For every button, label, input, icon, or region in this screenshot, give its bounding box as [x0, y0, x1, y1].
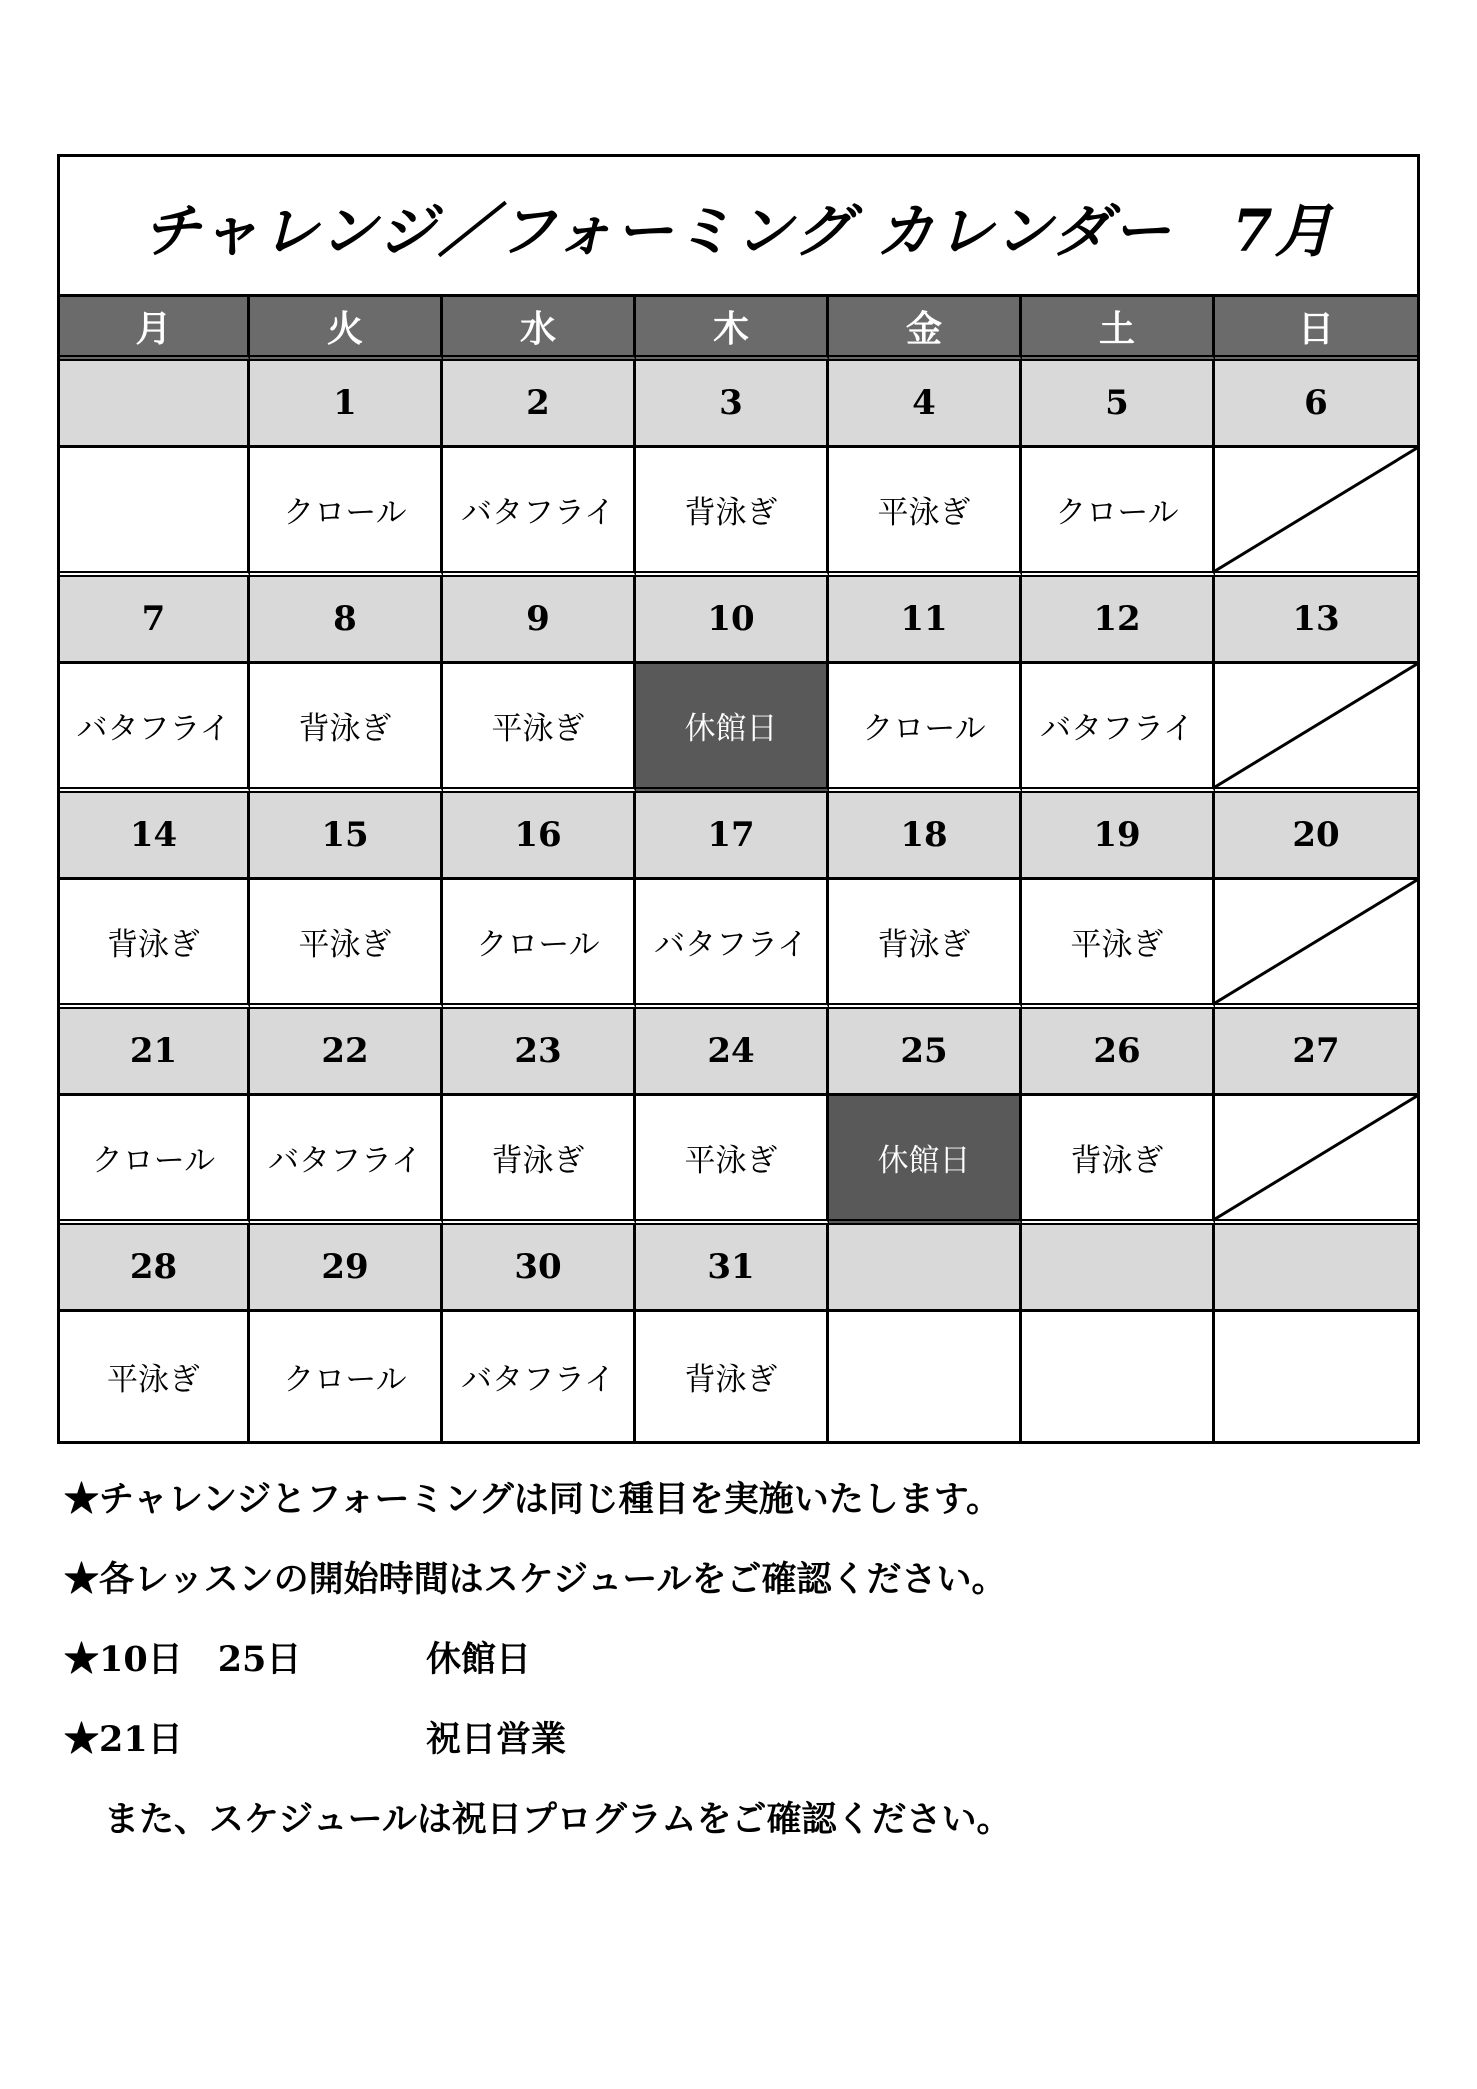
event-cell: 平泳ぎ: [250, 880, 443, 1009]
date-cell: 27: [1215, 1009, 1417, 1096]
event-cell: 背泳ぎ: [1022, 1096, 1215, 1225]
event-cell: バタフライ: [443, 1312, 636, 1441]
date-cell: 25: [829, 1009, 1022, 1096]
weekday-header-row: [60, 297, 1417, 361]
date-cell: 31: [636, 1225, 829, 1312]
date-cell: 12: [1022, 577, 1215, 664]
date-cell: 14: [60, 793, 250, 880]
date-cell: 21: [60, 1009, 250, 1096]
event-cell: クロール: [443, 880, 636, 1009]
event-cell: クロール: [250, 448, 443, 577]
title-month: 7月: [1232, 196, 1335, 265]
date-cell: 26: [1022, 1009, 1215, 1096]
week-1: [60, 361, 1417, 577]
event-cell: [1215, 1312, 1417, 1441]
date-cell: 22: [250, 1009, 443, 1096]
date-cell: 30: [443, 1225, 636, 1312]
date-cell: 13: [1215, 577, 1417, 664]
date-cell: 8: [250, 577, 443, 664]
date-cell: 17: [636, 793, 829, 880]
date-cell: [1022, 1225, 1215, 1312]
event-cell: [1022, 1312, 1215, 1441]
date-cell: 15: [250, 793, 443, 880]
diagonal-slash-icon: [1215, 1096, 1417, 1219]
event-cell: 平泳ぎ: [1022, 880, 1215, 1009]
diagonal-slash-icon: [1215, 448, 1417, 571]
closed-days-label: 休館日: [426, 1639, 532, 1680]
event-cell: バタフライ: [250, 1096, 443, 1225]
event-cell: 平泳ぎ: [829, 448, 1022, 577]
event-cell: クロール: [1022, 448, 1215, 577]
week-4: [60, 1009, 1417, 1225]
event-cell: 背泳ぎ: [443, 1096, 636, 1225]
date-cell: 1: [250, 361, 443, 448]
event-cell: 平泳ぎ: [636, 1096, 829, 1225]
event-cell: 背泳ぎ: [636, 1312, 829, 1441]
calendar: [57, 154, 1420, 1444]
date-cell: 2: [443, 361, 636, 448]
event-cell: バタフライ: [636, 880, 829, 1009]
date-cell: [1215, 1225, 1417, 1312]
date-cell: 20: [1215, 793, 1417, 880]
note-closed-days: [64, 1635, 1012, 1715]
event-cell: 平泳ぎ: [443, 664, 636, 793]
closed-day-cell: 休館日: [636, 664, 829, 793]
date-cell: 5: [1022, 361, 1215, 448]
note-holiday-open: [64, 1715, 1012, 1795]
closed-days-dates: ★10日 25日: [64, 1639, 302, 1680]
holiday-open-label: 祝日営業: [426, 1719, 567, 1760]
date-cell: 6: [1215, 361, 1417, 448]
note-holiday-program: また、スケジュールは祝日プログラムをご確認ください。: [104, 1799, 1012, 1840]
date-cell: 7: [60, 577, 250, 664]
event-cell: バタフライ: [1022, 664, 1215, 793]
event-cell: 背泳ぎ: [829, 880, 1022, 1009]
date-cell: 18: [829, 793, 1022, 880]
event-cell: クロール: [250, 1312, 443, 1441]
diagonal-slash-icon: [1215, 664, 1417, 787]
event-cell: [829, 1312, 1022, 1441]
weekday-tue: 火: [250, 297, 443, 361]
weekday-mon: 月: [60, 297, 250, 361]
date-cell: 4: [829, 361, 1022, 448]
closed-day-cell: 休館日: [829, 1096, 1022, 1225]
event-cell: バタフライ: [443, 448, 636, 577]
notes: [64, 1475, 1012, 1875]
no-event-slash-cell: [1215, 664, 1417, 793]
weekday-sat: 土: [1022, 297, 1215, 361]
event-cell: 背泳ぎ: [60, 880, 250, 1009]
note-schedule-check: ★各レッスンの開始時間はスケジュールをご確認ください。: [64, 1559, 1007, 1600]
date-cell: 29: [250, 1225, 443, 1312]
event-cell: バタフライ: [60, 664, 250, 793]
date-cell: 24: [636, 1009, 829, 1096]
date-cell: 23: [443, 1009, 636, 1096]
date-cell: 9: [443, 577, 636, 664]
calendar-title: [60, 157, 1417, 297]
no-event-slash-cell: [1215, 1096, 1417, 1225]
event-cell: クロール: [60, 1096, 250, 1225]
holiday-open-date: ★21日: [64, 1719, 183, 1760]
note-same-events: ★チャレンジとフォーミングは同じ種目を実施いたします。: [64, 1479, 1001, 1520]
date-cell: 3: [636, 361, 829, 448]
date-cell: 28: [60, 1225, 250, 1312]
weekday-wed: 水: [443, 297, 636, 361]
date-cell: 16: [443, 793, 636, 880]
date-cell: 19: [1022, 793, 1215, 880]
week-3: [60, 793, 1417, 1009]
weekday-fri: 金: [829, 297, 1022, 361]
no-event-slash-cell: [1215, 880, 1417, 1009]
event-cell: 背泳ぎ: [250, 664, 443, 793]
date-cell: [829, 1225, 1022, 1312]
title-main: チャレンジ／フォーミング カレンダー: [142, 196, 1173, 265]
event-cell: クロール: [829, 664, 1022, 793]
event-cell: 背泳ぎ: [636, 448, 829, 577]
weekday-thu: 木: [636, 297, 829, 361]
date-cell: [60, 361, 250, 448]
date-cell: 10: [636, 577, 829, 664]
week-5: [60, 1225, 1417, 1441]
week-2: [60, 577, 1417, 793]
no-event-slash-cell: [1215, 448, 1417, 577]
event-cell: [60, 448, 250, 577]
diagonal-slash-icon: [1215, 880, 1417, 1003]
event-cell: 平泳ぎ: [60, 1312, 250, 1441]
weekday-sun: 日: [1215, 297, 1417, 361]
date-cell: 11: [829, 577, 1022, 664]
